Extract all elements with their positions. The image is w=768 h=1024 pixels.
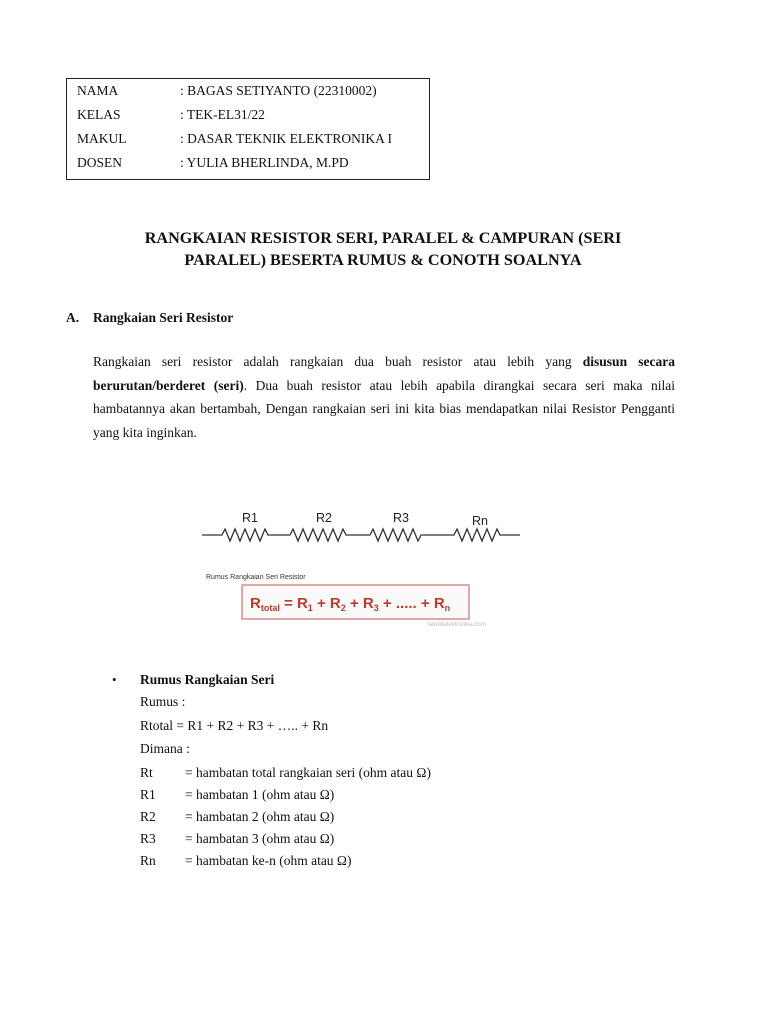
- resistor-label-r1: R1: [242, 511, 258, 525]
- formula-caption: Rumus Rangkaian Seri Resistor: [206, 574, 306, 581]
- section-number: A.: [66, 310, 80, 325]
- definition-symbol: Rt: [140, 765, 153, 780]
- paragraph-bold-text: disusun secara berurutan/berderet (seri): [93, 354, 675, 393]
- resistor-zigzag-wire: [202, 529, 520, 541]
- definition-text: = hambatan ke-n (ohm atau Ω): [185, 853, 352, 868]
- paragraph-text: . Dua buah resistor atau lebih apabila dirangkai secara seri maka nilai hambatannya akan bertambah, Dengan rangkaian seri ini kita bias mendapatkan nilai Resistor Pengganti yang kita inginkan.: [93, 377, 675, 440]
- series-resistor-circuit: [198, 505, 524, 549]
- section-a-heading: [66, 310, 233, 326]
- formula-lhs: R: [250, 595, 261, 612]
- identity-value: : YULIA BHERLINDA, M.PD: [180, 155, 349, 170]
- rumus-formula: Rtotal = R1 + R2 + R3 + ….. + Rn: [140, 718, 329, 733]
- identity-label: MAKUL: [77, 131, 127, 146]
- dimana-label: Dimana :: [140, 741, 190, 756]
- paragraph-text: Rangkaian seri resistor adalah rangkaian dua buah resistor atau lebih yang: [93, 354, 583, 369]
- bullet-icon: •: [112, 672, 117, 687]
- definition-symbol: R1: [140, 787, 156, 802]
- definition-symbol: Rn: [140, 853, 156, 868]
- resistor-label-r2: R2: [316, 511, 332, 525]
- title-line-2: PARALEL) BESERTA RUMUS & CONOTH SOALNYA: [184, 251, 582, 269]
- definition-symbol: R2: [140, 809, 156, 824]
- identity-label: KELAS: [77, 107, 121, 122]
- definition-symbol: R3: [140, 831, 156, 846]
- resistor-label-rn: Rn: [472, 514, 488, 528]
- identity-value: : DASAR TEKNIK ELEKTRONIKA I: [180, 131, 392, 146]
- definition-text: = hambatan total rangkaian seri (ohm atau Ω): [185, 765, 431, 780]
- body-paragraph: [93, 350, 675, 444]
- formula-expression: $R_{total} = R_1 + R_2 + R_3$ + ..... + $R_n$: [250, 595, 451, 613]
- definition-text: = hambatan 3 (ohm atau Ω): [185, 831, 335, 846]
- identity-value: : BAGAS SETIYANTO (22310002): [180, 83, 377, 98]
- document-title: [80, 227, 686, 271]
- identity-label: NAMA: [77, 83, 119, 98]
- definition-text: = hambatan 2 (ohm atau Ω): [185, 809, 335, 824]
- formula-watermark: teknikelektronika.com: [428, 622, 486, 628]
- section-title: Rangkaian Seri Resistor: [93, 310, 234, 325]
- resistor-label-r3: R3: [393, 511, 409, 525]
- rumus-heading: Rumus Rangkaian Seri: [140, 672, 275, 687]
- formula-image: [204, 568, 514, 630]
- title-line-1: RANGKAIAN RESISTOR SERI, PARALEL & CAMPURAN (SERI: [144, 229, 622, 247]
- definition-text: = hambatan 1 (ohm atau Ω): [185, 787, 335, 802]
- identity-table: [66, 78, 430, 180]
- rumus-label: Rumus :: [140, 694, 186, 709]
- formula-lhs-sub: total: [260, 603, 280, 613]
- identity-value: : TEK-EL31/22: [180, 107, 265, 122]
- identity-label: DOSEN: [77, 155, 123, 170]
